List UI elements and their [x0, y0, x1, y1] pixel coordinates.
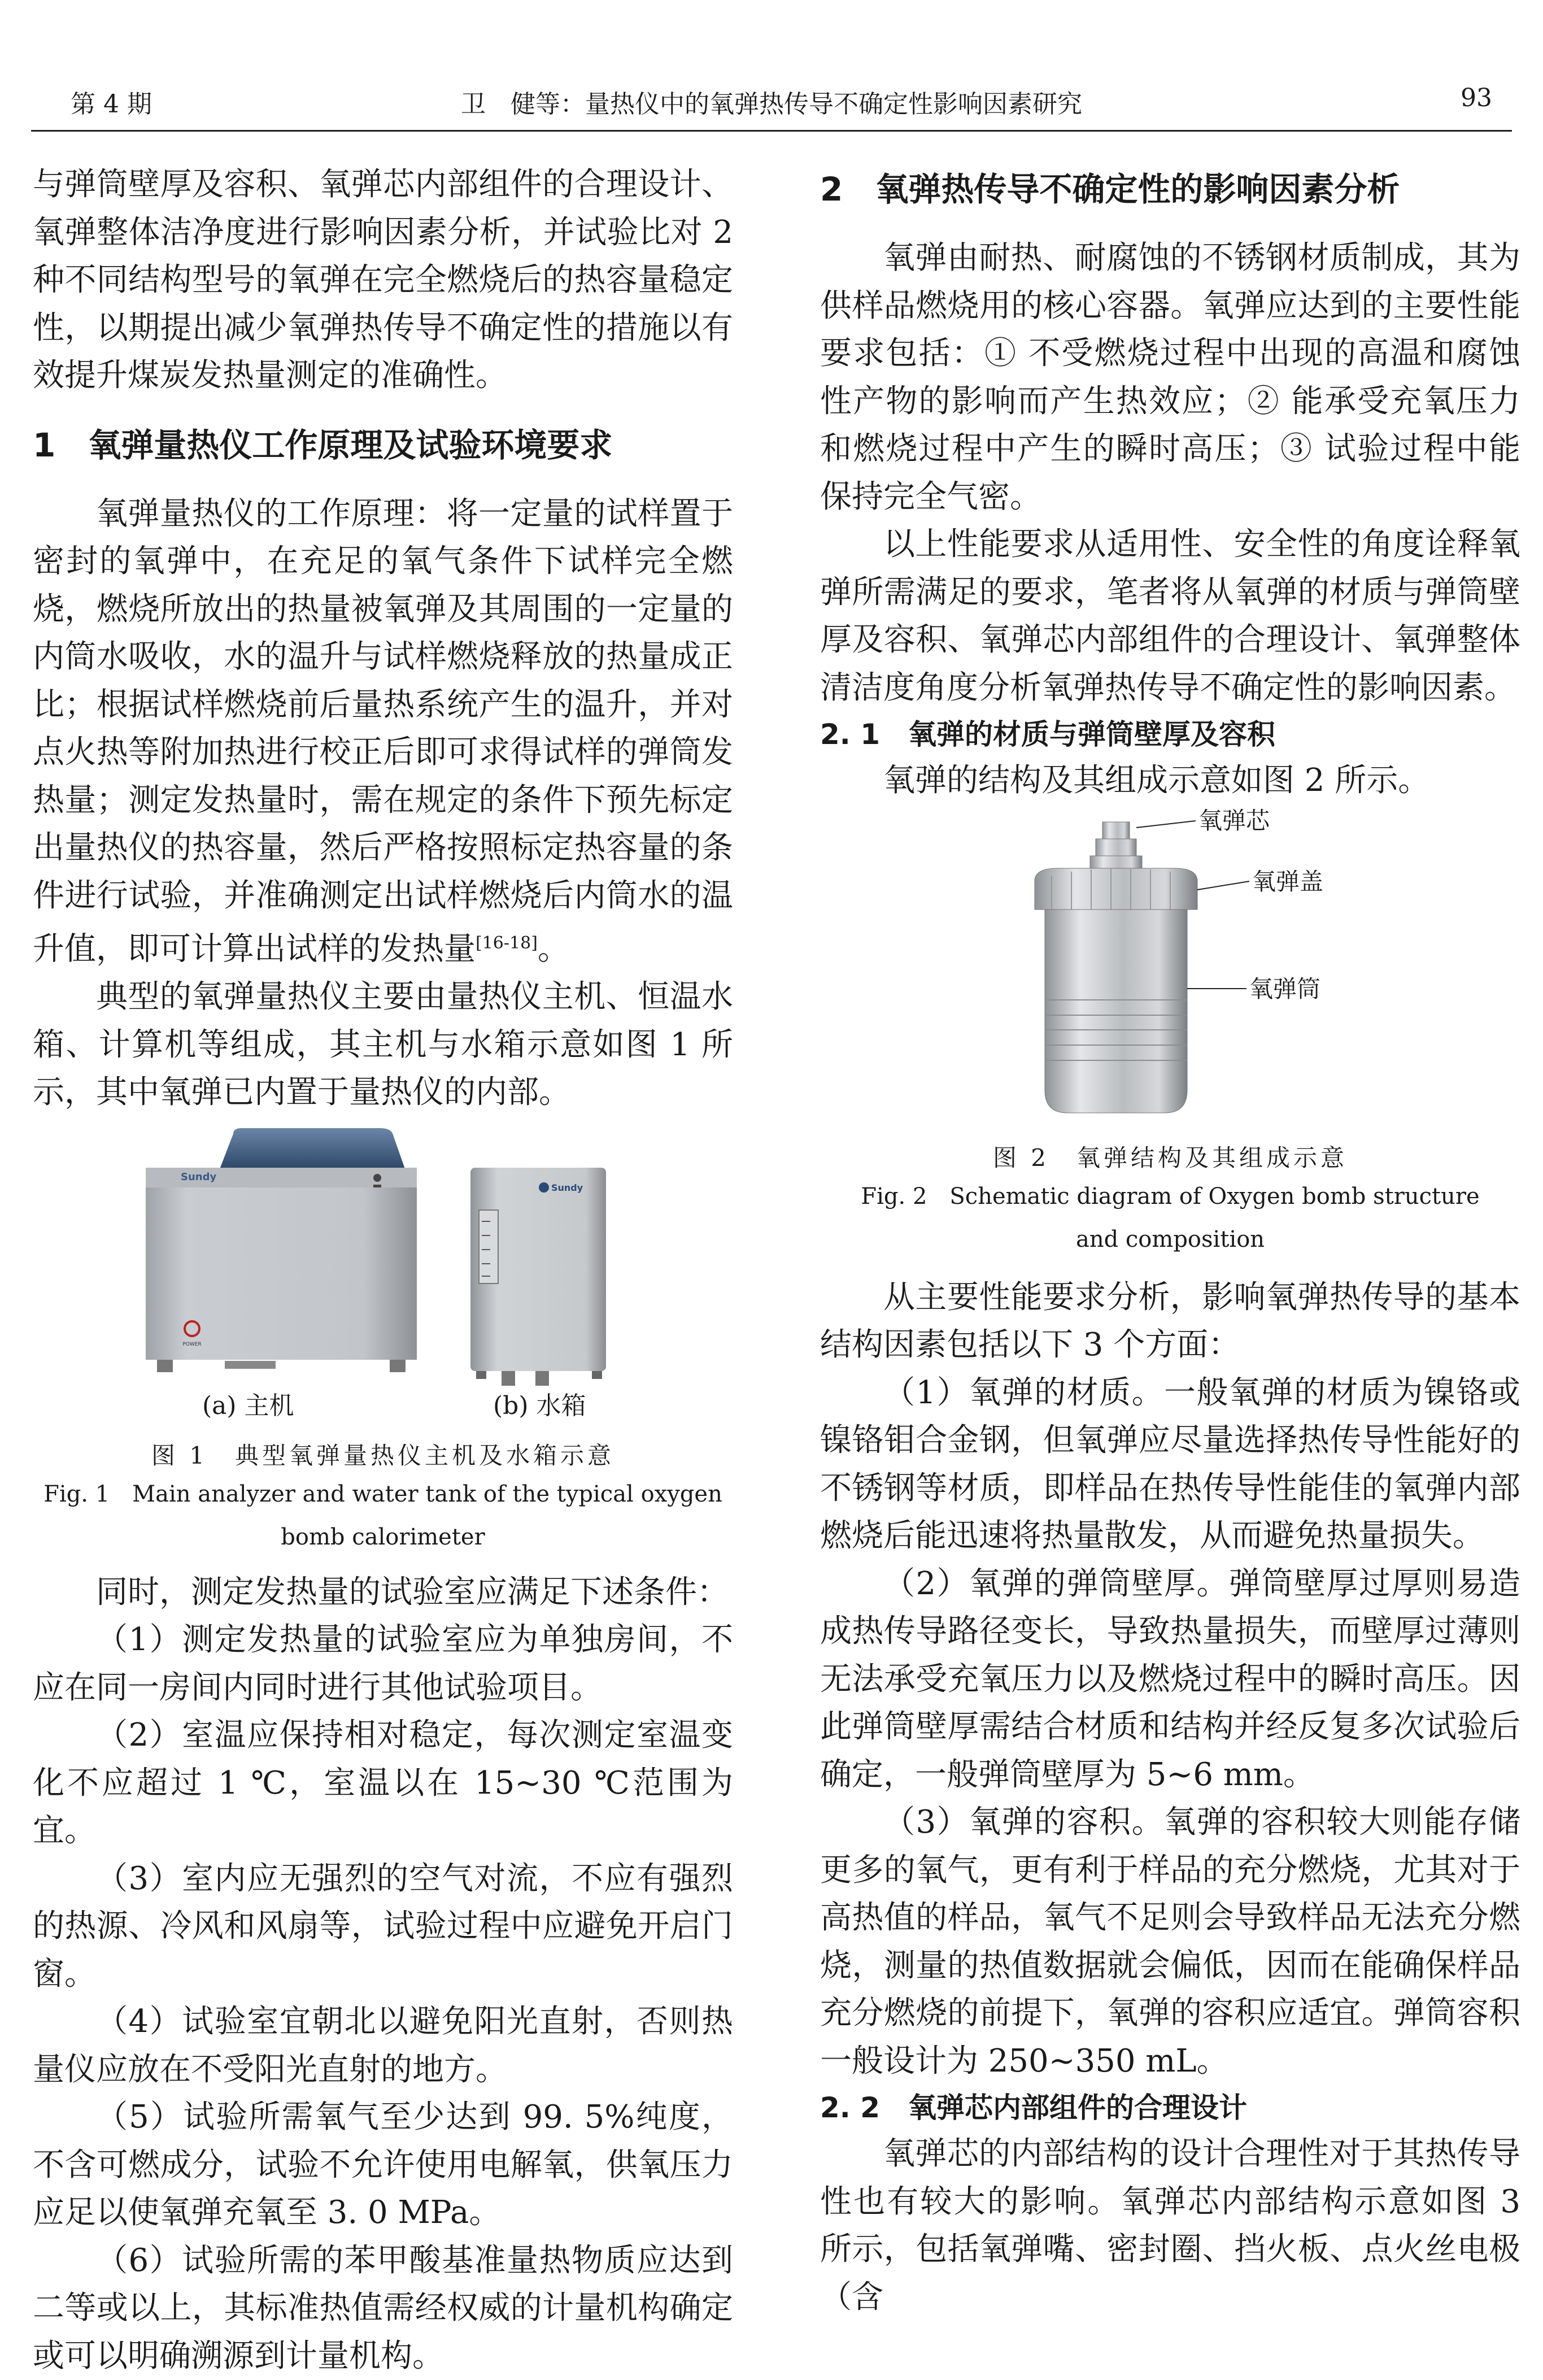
label-bomb-core: 氧弹芯 [1198, 806, 1270, 834]
bomb-cylinder [1045, 910, 1187, 1113]
principle-end: 。 [537, 930, 569, 968]
label-bomb-cap: 氧弹盖 [1252, 867, 1324, 895]
paragraph-bomb-requirements: 氧弹由耐热、耐腐蚀的不锈钢材质制成，其为供样品燃烧用的核心容器。氧弹应达到的主要性能要求包括：① 不受燃烧过程中出现的高温和腐蚀性产物的影响而产生热效应；② 能承受充氧压力和燃烧过程中产生的瞬时高压；③ 试验过程中能保持完全气密。 [820, 240, 1520, 515]
paragraph-analysis-intro: 以上性能要求从适用性、安全性的角度诠释氧弹所需满足的要求，笔者将从氧弹的材质与弹筒壁厚及容积、氧弹芯内部组件的合理设计、氧弹整体清洁度角度分析氧弹热传导不确定性的影响因素。 [820, 526, 1520, 706]
fig1-caption-en-2: bomb calorimeter [281, 1524, 485, 1550]
subsection-2-1-heading: 2. 1 氧弹的材质与弹筒壁厚及容积 [820, 718, 1275, 751]
issue-number: 第 4 期 [71, 90, 152, 119]
analyzer-brand-logo: Sundy [181, 1171, 217, 1183]
condition-5: （5）试验所需氧气至少达到 99. 5%纯度，不含可燃成分，试验不允许使用电解氧，供氧压力应足以使氧弹充氧至 3. 0 MPa。 [33, 2099, 733, 2231]
paragraph-structural-factors: 从主要性能要求分析，影响氧弹热传导的基本结构因素包括以下 3 个方面： [820, 1278, 1520, 1363]
paragraph-fig2-ref: 氧弹的结构及其组成示意如图 2 所示。 [883, 762, 1430, 799]
section-2-heading: 2 氧弹热传导不确定性的影响因素分析 [820, 170, 1400, 208]
condition-2: （2）室温应保持相对稳定，每次测定室温变化不应超过 1 ℃，室温以在 15~30 ℃范围为宜。 [33, 1717, 733, 1850]
condition-1: （1）测定发热量的试验室应为单独房间，不应在同一房间内同时进行其他试验项目。 [33, 1621, 733, 1706]
running-title: 卫 健等：量热仪中的氧弹热传导不确定性影响因素研究 [461, 90, 1082, 119]
fig1-caption-cn: 图 1 典型氧弹量热仪主机及水箱示意 [151, 1441, 615, 1469]
fig1-label-a: (a) 主机 [202, 1391, 294, 1420]
condition-6: （6）试验所需的苯甲酸基准量热物质应达到二等或以上，其标准热值需经权威的计量机构确定或可以明确溯源到计量机构。 [33, 2242, 733, 2374]
factor-2-wall-thickness: （2）氧弹的弹筒壁厚。弹筒壁厚过厚则易造成热传导路径变长，导致热量损失，而壁厚过薄则无法承受充氧压力以及燃烧过程中的瞬时高压。因此弹筒壁厚需结合材质和结构并经反复多次试验后确定，一般弹筒壁厚为 5~6 mm。 [820, 1565, 1520, 1793]
figure-1 [33, 1128, 733, 1569]
factor-3-volume: （3）氧弹的容积。氧弹的容积较大则能存储更多的氧气，更有利于样品的充分燃烧，尤其对于高热值的样品，氧气不足则会导致样品无法充分燃烧，测量的热值数据就会偏低，因而在能确保样品充分燃烧的前提下，氧弹的容积应适宜。弹筒容积一般设计为 250~350 mL。 [820, 1804, 1520, 2079]
power-label: POWER [182, 1341, 202, 1347]
paragraph-working-principle [33, 490, 733, 974]
running-header [31, 84, 1512, 132]
bomb-core-nozzle [1102, 822, 1130, 839]
bomb-cap [1035, 868, 1197, 910]
paragraph-core-design: 氧弹芯的内部结构的设计合理性对于其热传导性也有较大的影响。氧弹芯内部结构示意如图 3 所示，包括氧弹嘴、密封圈、挡火板、点火丝电极（含 [820, 2135, 1520, 2316]
tank-logo-icon [539, 1182, 549, 1193]
intro-continuation: 与弹筒壁厚及容积、氧弹芯内部组件的合理设计、氧弹整体洁净度进行影响因素分析，并试验比对 2 种不同结构型号的氧弹在完全燃烧后的热容量稳定性，以期提出减少氧弹热传导不确定性的措施以有效提升煤炭发热量测定的准确性。 [33, 166, 733, 394]
condition-4: （4）试验室宜朝北以避免阳光直射，否则热量仪应放在不受阳光直射的地方。 [33, 2003, 733, 2088]
left-column [33, 161, 733, 2380]
label-bomb-cylinder: 氧弹筒 [1249, 974, 1321, 1003]
right-column [820, 161, 1520, 2321]
condition-3: （3）室内应无强烈的空气对流，不应有强烈的热源、冷风和风扇等，试验过程中应避免开启门窗。 [33, 1860, 733, 1992]
paragraph-typical-calorimeter: 典型的氧弹量热仪主要由量热仪主机、恒温水箱、计算机等组成，其主机与水箱示意如图 1 所示，其中氧弹已内置于量热仪的内部。 [33, 978, 733, 1111]
fig2-caption-en-1: Fig. 2 Schematic diagram of Oxygen bomb structure [861, 1183, 1480, 1209]
subsection-2-2-heading: 2. 2 氧弹芯内部组件的合理设计 [820, 2091, 1247, 2124]
citation-ref: [16-18] [476, 933, 538, 953]
figure-2-image [820, 805, 1520, 1144]
factor-1-material: （1）氧弹的材质。一般氧弹的材质为镍铬或镍铬钼合金钢，但氧弹应尽量选择热传导性能好的不锈钢等材质，即样品在热传导性能佳的氧弹内部燃烧后能迅速将热量散发，从而避免热量损失。 [820, 1374, 1520, 1554]
tank-brand-logo: Sundy [551, 1182, 583, 1193]
status-light-icon [373, 1174, 381, 1182]
principle-text: 氧弹量热仪的工作原理：将一定量的试样置于密封的氧弹中，在充足的氧气条件下试样完全燃烧，燃烧所放出的热量被氧弹及其周围的一定量的内筒水吸收，水的温升与试样燃烧释放的热量成正比；根据试样燃烧前后量热系统产生的温升，并对点火热等附加热进行校正后即可求得试样的弹筒发热量；测定发热量时，需在规定的条件下预先标定出量热仪的热容量，然后严格按照标定热容量的条件进行试验，并准确测定出试样燃烧后内筒水的温升值，即可计算出试样的发热量 [33, 495, 733, 968]
section-1-heading: 1 氧弹量热仪工作原理及试验环境要求 [33, 425, 613, 464]
analyzer-body [146, 1168, 417, 1360]
fig1-caption-en-1: Fig. 1 Main analyzer and water tank of the typical oxygen [43, 1481, 722, 1507]
figure-1-image [33, 1128, 733, 1422]
paragraph-lab-conditions: 同时，测定发热量的试验室应满足下述条件： [96, 1573, 729, 1611]
fig1-label-b: (b) 水箱 [493, 1391, 586, 1420]
page-number: 93 [1461, 84, 1492, 112]
fig2-caption-cn: 图 2 氧弹结构及其组成示意 [992, 1143, 1348, 1172]
fig2-caption-en-2: and composition [1075, 1226, 1265, 1252]
analyzer-lid [219, 1128, 406, 1171]
figure-2 [820, 805, 1520, 1274]
